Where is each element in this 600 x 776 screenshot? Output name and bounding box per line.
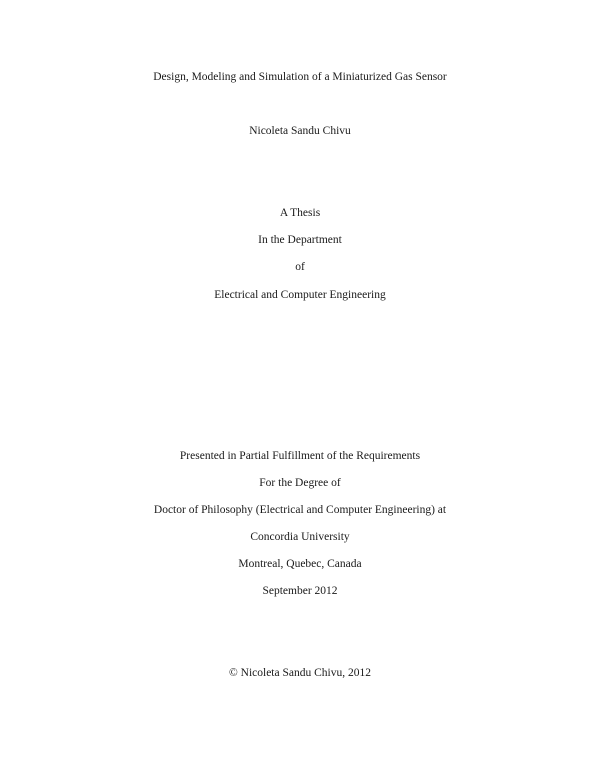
presented-statement: Presented in Partial Fulfillment of the Requirements	[179, 450, 421, 462]
degree-name: Doctor of Philosophy (Electrical and Computer Engineering) at	[153, 504, 447, 516]
author-name: Nicoleta Sandu Chivu	[249, 125, 351, 137]
university-name: Concordia University	[250, 531, 350, 543]
of-text: of	[295, 261, 305, 273]
submission-date: September 2012	[262, 585, 338, 597]
thesis-title: Design, Modeling and Simulation of a Miniaturized Gas Sensor	[153, 71, 447, 83]
thesis-label: A Thesis	[279, 207, 321, 219]
degree-prefix: For the Degree of	[259, 477, 341, 489]
location: Montreal, Quebec, Canada	[238, 558, 362, 570]
department-name: Electrical and Computer Engineering	[214, 289, 386, 301]
department-prefix: In the Department	[258, 234, 342, 246]
copyright-notice: © Nicoleta Sandu Chivu, 2012	[229, 667, 371, 679]
